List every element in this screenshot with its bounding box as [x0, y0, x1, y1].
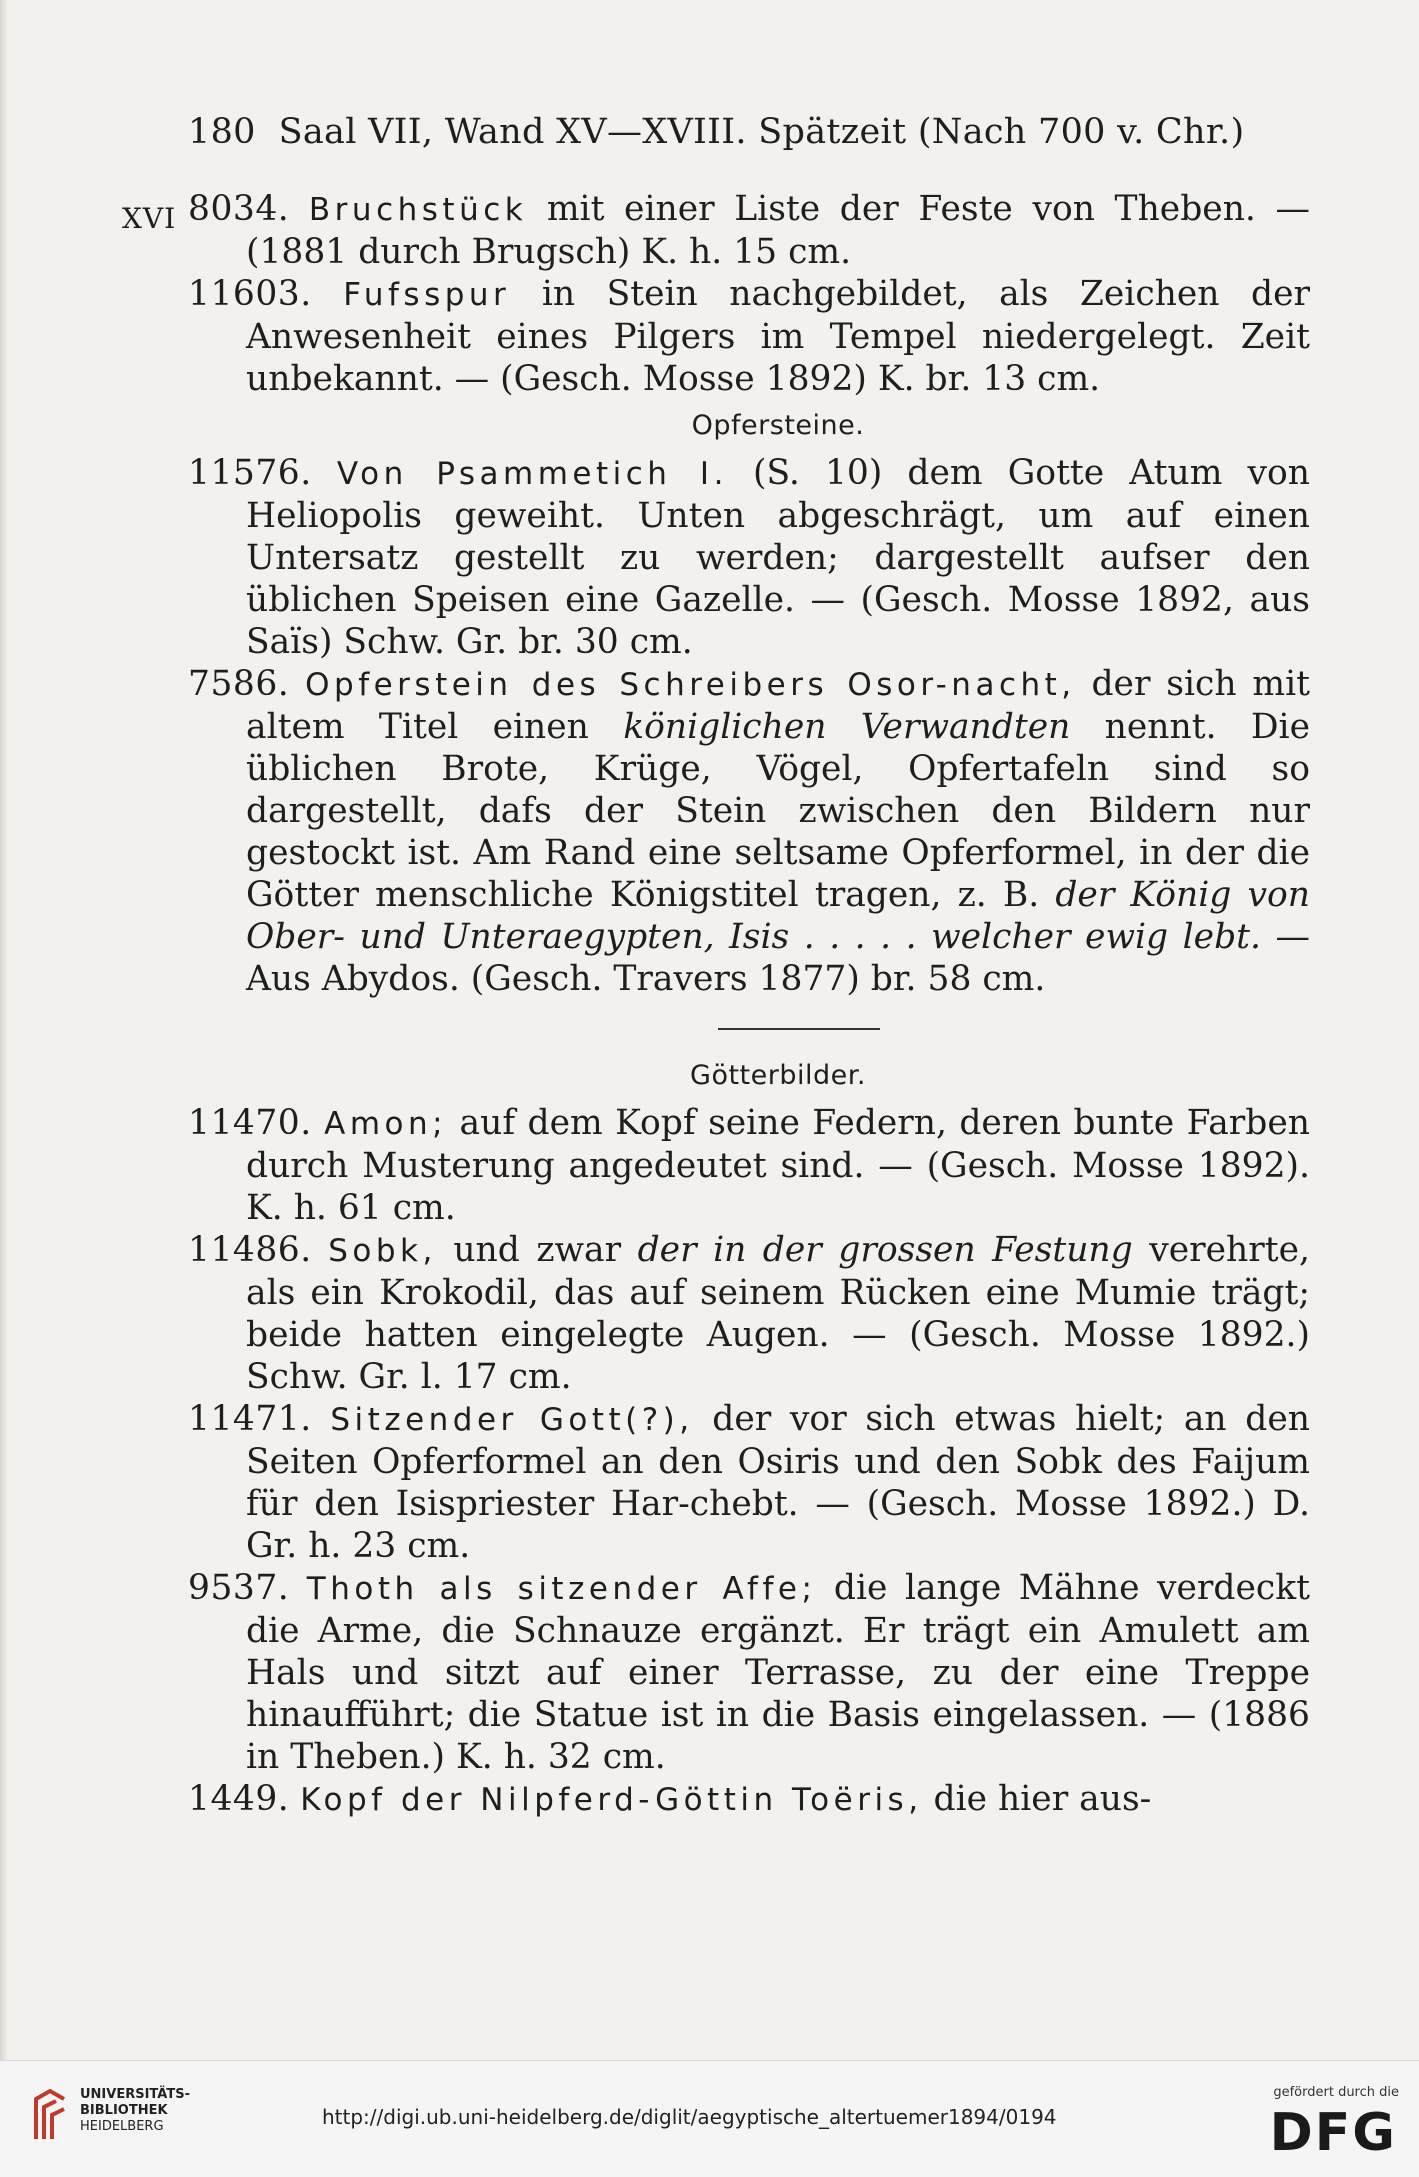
catalog-entry: 11576. Von Psammetich I. (S. 10) dem Gotte Atum von Heliopolis geweiht. Unten abgeschrägt, um auf einen Untersatz gestellt zu werden; dargestellt aufser den üblichen Speisen eine Gazelle. — (Gesch. Mosse 1892, aus Saïs) Schw. Gr. br. 30 cm.	[188, 453, 1310, 662]
library-name[interactable]: UNIVERSITÄTS- BIBLIOTHEK HEIDELBERG	[80, 2087, 190, 2134]
running-header	[188, 112, 1245, 152]
entry-title: Kopf der Nilpferd-Göttin Toëris,	[300, 1782, 923, 1818]
page-number: 180	[188, 112, 256, 152]
catalog-entry: 11603. Fufsspur in Stein nachgebildet, als Zeichen der Anwesenheit eines Pilgers im Tempel niedergelegt. Zeit unbekannt. — (Gesch. Mosse 1892) K. br. 13 cm.	[188, 274, 1310, 399]
catalog-text	[188, 188, 1310, 1821]
catalog-entry: 7586. Opferstein des Schreibers Osor-nacht, der sich mit altem Titel einen königlichen Verwandten nennt. Die üblichen Brote, Krüge, Vögel, Opfertafeln sind so dargestellt, dafs der Stein zwischen den Bildern nur gestockt ist. Am Rand eine seltsame Opferformel, in der die Götter menschliche Königstitel tragen, z. B. der König von Ober- und Unteraegypten, Isis . . . . . welcher ewig lebt. — Aus Abydos. (Gesch. Travers 1877) br. 58 cm.	[188, 664, 1311, 999]
catalog-entry: 11486. Sobk, und zwar der in der grossen Festung verehrte, als ein Krokodil, das auf seinem Rücken eine Mumie trägt; beide hatten eingelegte Augen. — (Gesch. Mosse 1892.) Schw. Gr. l. 17 cm.	[188, 1230, 1310, 1397]
catalog-entry: 9537. Thoth als sitzender Affe; die lange Mähne verdeckt die Arme, die Schnauze ergänzt. Er trägt ein Amulett am Hals und sitzt auf einer Terrasse, zu der eine Treppe hinaufführt; die Statue ist in die Basis eingelassen. — (1886 in Theben.) K. h. 32 cm.	[188, 1568, 1310, 1777]
entry-title: Sobk,	[328, 1233, 437, 1269]
library-logo-icon	[30, 2089, 70, 2143]
permalink-url[interactable]: http://digi.ub.uni-heidelberg.de/diglit/aegyptische_altertuemer1894/0194	[322, 2105, 1057, 2129]
catalog-entry: 1449. Kopf der Nilpferd-Göttin Toëris, die hier aus-	[188, 1779, 1152, 1819]
entry-title: Thoth als sitzender Affe;	[306, 1571, 817, 1607]
page-gutter	[0, 0, 8, 2060]
section-heading: Opfersteine.	[691, 410, 865, 441]
dfg-logo[interactable]: DFG	[1269, 2103, 1397, 2163]
section-divider	[718, 1028, 880, 1030]
entry-title: Amon;	[324, 1106, 448, 1142]
section-heading: Götterbilder.	[690, 1060, 866, 1091]
funded-by-label: gefördert durch die	[1273, 2085, 1399, 2100]
catalog-entry: 8034. Bruchstück mit einer Liste der Feste von Theben. — (1881 durch Brugsch) K. h. 15 cm.	[188, 189, 1311, 272]
entry-title: Fufsspur	[343, 277, 511, 313]
catalog-entry: 11470. Amon; auf dem Kopf seine Federn, deren bunte Farben durch Musterung angedeutet sind. — (Gesch. Mosse 1892). K. h. 61 cm.	[188, 1103, 1311, 1228]
catalog-entry: 11471. Sitzender Gott(?), der vor sich etwas hielt; an den Seiten Opferformel an den Osiris und den Sobk des Faijum für den Isispriester Har-chebt. — (Gesch. Mosse 1892.) D. Gr. h. 23 cm.	[188, 1399, 1310, 1566]
entry-title: Bruchstück	[308, 192, 528, 228]
viewer-footer	[0, 2060, 1419, 2177]
entry-title: Sitzender Gott(?),	[330, 1402, 694, 1438]
entry-title: Opferstein des Schreibers Osor-nacht,	[305, 667, 1076, 703]
margin-tag: XVI	[122, 202, 177, 235]
entry-title: Von Psammetich I.	[336, 456, 728, 492]
running-title: Saal VII, Wand XV—XVIII. Spätzeit (Nach 700 v. Chr.)	[278, 112, 1245, 152]
